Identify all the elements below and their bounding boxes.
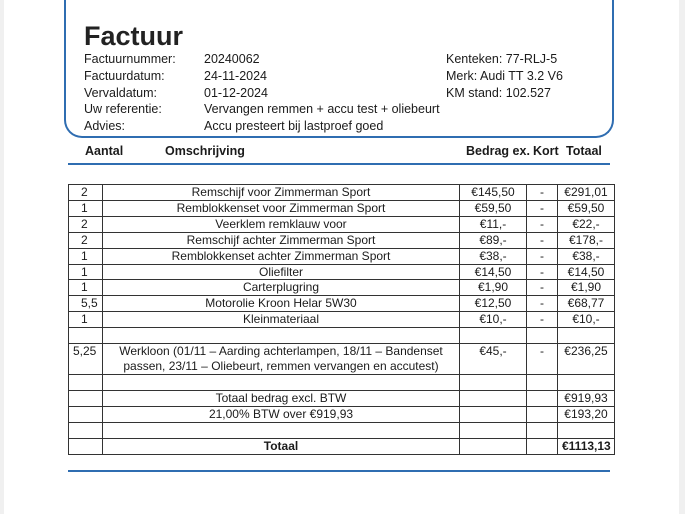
- column-header-description: Omschrijving: [165, 144, 245, 158]
- item-qty: 2: [69, 185, 103, 201]
- labour-total: €236,25: [558, 344, 615, 375]
- info-label: Factuurnummer:: [84, 52, 176, 66]
- item-price: €59,50: [460, 200, 527, 216]
- item-total: €1,90: [558, 280, 615, 296]
- item-total: €68,77: [558, 296, 615, 312]
- labour-qty: 5,25: [69, 344, 103, 375]
- item-qty: 1: [69, 280, 103, 296]
- item-price: €14,50: [460, 264, 527, 280]
- item-total: €178,-: [558, 232, 615, 248]
- item-description: Kleinmateriaal: [103, 312, 460, 328]
- item-qty: 1: [69, 264, 103, 280]
- table-row: [69, 232, 615, 248]
- item-qty: 1: [69, 248, 103, 264]
- footer-divider: [68, 470, 610, 472]
- item-qty: 1: [69, 200, 103, 216]
- header-divider: [68, 163, 610, 165]
- vehicle-mileage: KM stand: 102.527: [446, 86, 551, 100]
- item-total: €38,-: [558, 248, 615, 264]
- info-label: Advies:: [84, 119, 125, 133]
- item-description: Remschijf achter Zimmerman Sport: [103, 232, 460, 248]
- item-price: €10,-: [460, 312, 527, 328]
- table-row: [69, 280, 615, 296]
- item-price: €1,90: [460, 280, 527, 296]
- info-value: Accu presteert bij lastproef goed: [204, 119, 384, 133]
- info-value: Vervangen remmen + accu test + oliebeurt: [204, 102, 440, 116]
- item-discount: -: [527, 280, 558, 296]
- item-total: €10,-: [558, 312, 615, 328]
- item-total: €59,50: [558, 200, 615, 216]
- labour-price: €45,-: [460, 344, 527, 375]
- item-description: Motorolie Kroon Helar 5W30: [103, 296, 460, 312]
- item-description: Carterplugring: [103, 280, 460, 296]
- info-value: 20240062: [204, 52, 260, 66]
- item-qty: 2: [69, 216, 103, 232]
- item-total: €291,01: [558, 185, 615, 201]
- table-row-empty: [69, 328, 615, 344]
- subtotal-value: €919,93: [558, 390, 615, 406]
- item-total: €22,-: [558, 216, 615, 232]
- item-qty: 5,5: [69, 296, 103, 312]
- table-row: [69, 264, 615, 280]
- labour-description: Werkloon (01/11 – Aarding achterlampen, 18/11 – Bandenset passen, 23/11 – Oliebeurt, remmen vervangen en accutest): [103, 344, 460, 375]
- item-total: €14,50: [558, 264, 615, 280]
- item-description: Oliefilter: [103, 264, 460, 280]
- item-price: €38,-: [460, 248, 527, 264]
- item-discount: -: [527, 312, 558, 328]
- item-description: Remschijf voor Zimmerman Sport: [103, 185, 460, 201]
- item-price: €89,-: [460, 232, 527, 248]
- item-discount: -: [527, 200, 558, 216]
- item-discount: -: [527, 185, 558, 201]
- item-qty: 2: [69, 232, 103, 248]
- vehicle-license-plate: Kenteken: 77-RLJ-5: [446, 52, 558, 66]
- item-discount: -: [527, 264, 558, 280]
- table-row-vat: [69, 406, 615, 422]
- item-discount: -: [527, 248, 558, 264]
- table-row-empty: [69, 422, 615, 438]
- labour-discount: -: [527, 344, 558, 375]
- info-value: 01-12-2024: [204, 86, 268, 100]
- item-price: €145,50: [460, 185, 527, 201]
- info-label: Vervaldatum:: [84, 86, 157, 100]
- table-row: [69, 216, 615, 232]
- item-price: €11,-: [460, 216, 527, 232]
- vehicle-make: Merk: Audi TT 3.2 V6: [446, 69, 563, 83]
- column-header-quantity: Aantal: [85, 144, 124, 158]
- item-description: Remblokkenset achter Zimmerman Sport: [103, 248, 460, 264]
- column-header-price: Bedrag ex.: [466, 144, 530, 158]
- item-discount: -: [527, 296, 558, 312]
- item-price: €12,50: [460, 296, 527, 312]
- item-description: Remblokkenset voor Zimmerman Sport: [103, 200, 460, 216]
- table-row-labour: [69, 344, 615, 375]
- vat-label: 21,00% BTW over €919,93: [103, 406, 460, 422]
- info-label: Factuurdatum:: [84, 69, 165, 83]
- table-row: [69, 185, 615, 201]
- table-row: [69, 248, 615, 264]
- table-row-total: [69, 438, 615, 454]
- table-row-subtotal: [69, 390, 615, 406]
- item-qty: 1: [69, 312, 103, 328]
- info-label: Uw referentie:: [84, 102, 162, 116]
- viewer-edge-right: [679, 0, 685, 514]
- viewer-edge-left: [0, 0, 4, 514]
- table-row-empty: [69, 375, 615, 391]
- info-value: 24-11-2024: [204, 69, 268, 83]
- column-header-total: Totaal: [566, 144, 602, 158]
- invoice-lines-table: [68, 184, 615, 455]
- vat-value: €193,20: [558, 406, 615, 422]
- subtotal-label: Totaal bedrag excl. BTW: [103, 390, 460, 406]
- item-discount: -: [527, 216, 558, 232]
- invoice-title: Factuur: [84, 26, 184, 46]
- total-label: Totaal: [103, 438, 460, 454]
- item-description: Veerklem remklauw voor: [103, 216, 460, 232]
- item-discount: -: [527, 232, 558, 248]
- table-row: [69, 312, 615, 328]
- total-value: €1113,13: [558, 438, 615, 454]
- table-row: [69, 200, 615, 216]
- table-row: [69, 296, 615, 312]
- column-header-discount: Kort: [533, 144, 559, 158]
